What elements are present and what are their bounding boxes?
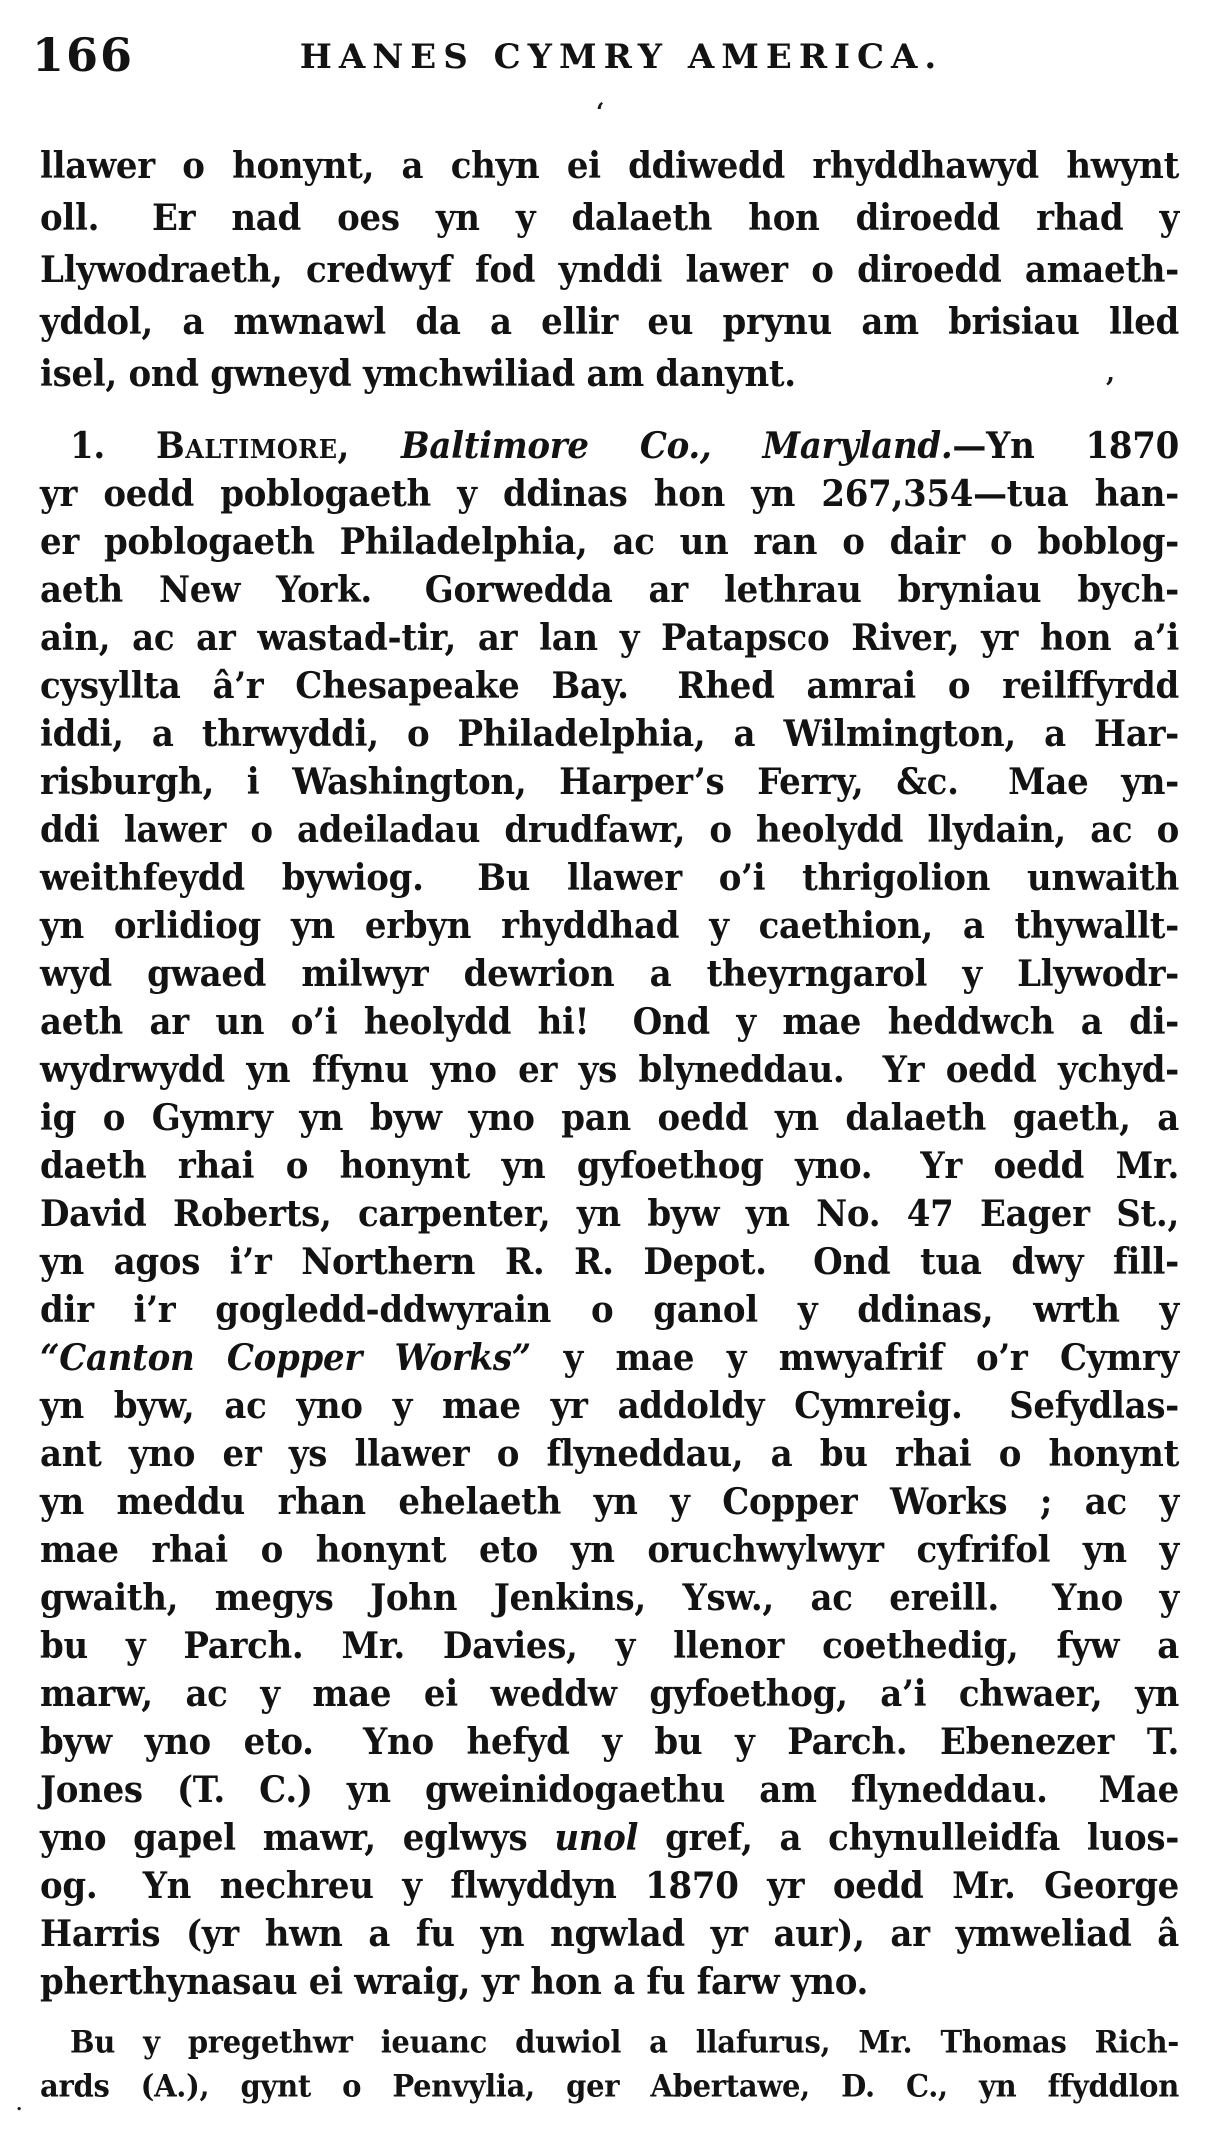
text-segment: weithfeydd bywiog. Bu llawer o’i thrigolion unwaith xyxy=(40,856,1179,900)
text-segment: aeth ar un o’i heolydd hi! Ond y mae heddwch a di- xyxy=(40,1000,1179,1044)
text-line xyxy=(40,1668,1179,1719)
text-segment: Bu y pregethwr ieuanc duwiol a llafurus, Mr. Thomas Rich- xyxy=(70,2023,1179,2061)
text-line xyxy=(40,804,1179,855)
text-line xyxy=(40,420,1179,471)
paragraph-baltimore xyxy=(40,422,1179,2006)
text-line xyxy=(40,1092,1179,1143)
text-line xyxy=(40,660,1179,711)
text-segment: cysyllta â’r Chesapeake Bay. Rhed amrai o reilffyrdd xyxy=(40,664,1179,708)
text-line xyxy=(40,1620,1179,1671)
text-segment: ant yno er ys llawer o flyneddau, a bu rhai o honynt xyxy=(40,1432,1179,1476)
text-line xyxy=(40,1764,1179,1815)
text-line xyxy=(40,1476,1179,1527)
text-line xyxy=(40,1908,1179,1959)
paragraph-footnote xyxy=(40,2020,1179,2108)
text-line xyxy=(40,1812,1179,1863)
text-line xyxy=(40,1572,1179,1623)
text-segment: —Yn 1870 xyxy=(952,424,1179,468)
text-line xyxy=(40,346,1179,402)
text-line xyxy=(40,1524,1179,1575)
smallcaps-text: Baltimore, xyxy=(155,424,350,468)
text-segment: og. Yn nechreu y flwyddyn 1870 yr oedd Mr. George xyxy=(40,1864,1179,1908)
text-segment: byw yno eto. Yno hefyd y bu y Parch. Ebenezer T. xyxy=(40,1720,1179,1764)
text-segment: gref, a chynulleidfa luos- xyxy=(638,1816,1180,1860)
text-segment: yr oedd poblogaeth y ddinas hon yn 267,354—tua han- xyxy=(40,472,1179,516)
text-segment: ddi lawer o adeiladau drudfawr, o heolydd llydain, ac o xyxy=(40,808,1179,852)
running-header-title: HANES CYMRY AMERICA. xyxy=(299,37,944,77)
text-line xyxy=(40,1044,1179,1095)
scan-artifact: . xyxy=(16,2094,23,2115)
text-line xyxy=(40,1332,1179,1383)
italic-text: Baltimore Co., Maryland. xyxy=(400,424,953,468)
text-line xyxy=(40,1956,1179,2007)
text-segment: dir i’r gogledd-ddwyrain o ganol y ddinas, wrth y xyxy=(40,1288,1179,1332)
text-segment: yn meddu rhan ehelaeth yn y Copper Works ; ac y xyxy=(40,1480,1179,1524)
italic-text: unol xyxy=(554,1816,639,1860)
text-segment: pherthynasau ei wraig, yr hon a fu farw yno. xyxy=(40,1960,869,2004)
text-line xyxy=(40,1860,1179,1911)
text-line xyxy=(40,242,1179,298)
text-segment: bu y Parch. Mr. Davies, y llenor coethedig, fyw a xyxy=(40,1624,1179,1668)
page-body xyxy=(40,140,1179,2108)
text-segment: daeth rhai o honynt yn gyfoethog yno. Yr oedd Mr. xyxy=(40,1144,1179,1188)
text-line xyxy=(40,294,1179,350)
text-segment: oll. Er nad oes yn y dalaeth hon diroedd rhad y xyxy=(40,196,1179,240)
text-line xyxy=(40,516,1179,567)
text-line xyxy=(40,1188,1179,1239)
text-segment xyxy=(350,425,401,468)
text-segment: risburgh, i Washington, Harper’s Ferry, &c. Mae yn- xyxy=(40,760,1179,804)
text-line xyxy=(40,1716,1179,1767)
text-line xyxy=(40,1284,1179,1335)
text-segment: 1. xyxy=(70,424,156,468)
text-segment: iddi, a thrwyddi, o Philadelphia, a Wilmington, a Har- xyxy=(40,712,1179,756)
text-segment: ig o Gymry yn byw yno pan oedd yn dalaeth gaeth, a xyxy=(40,1096,1179,1140)
text-segment: ain, ac ar wastad-tir, ar lan y Patapsco River, yr hon a’i xyxy=(40,616,1179,660)
text-segment: Llywodraeth, credwyf fod ynddi lawer o diroedd amaeth- xyxy=(40,248,1179,292)
scan-artifact: , xyxy=(1106,358,1116,388)
text-segment: yddol, a mwnawl da a ellir eu prynu am brisiau lled xyxy=(40,300,1179,344)
text-segment: yno gapel mawr, eglwys xyxy=(40,1816,555,1860)
page-header xyxy=(32,28,1179,90)
text-line xyxy=(40,564,1179,615)
text-segment: Jones (T. C.) yn gweinidogaethu am flyneddau. Mae xyxy=(40,1768,1179,1812)
scan-artifact: ‘ xyxy=(596,97,605,126)
text-line xyxy=(40,1140,1179,1191)
text-segment: llawer o honynt, a chyn ei ddiwedd rhyddhawyd hwynt xyxy=(40,144,1179,188)
text-line xyxy=(40,996,1179,1047)
text-segment: er poblogaeth Philadelphia, ac un ran o dair o boblog- xyxy=(40,520,1179,564)
text-segment: gwaith, megys John Jenkins, Ysw., ac ereill. Yno y xyxy=(40,1576,1179,1620)
text-segment: yn agos i’r Northern R. R. Depot. Ond tua dwy fill- xyxy=(40,1240,1179,1284)
text-segment: aeth New York. Gorwedda ar lethrau bryniau bych- xyxy=(40,568,1179,612)
italic-text: “Canton Copper Works” xyxy=(40,1336,531,1380)
text-segment: Harris (yr hwn a fu yn ngwlad yr aur), ar ymweliad â xyxy=(40,1912,1179,1956)
text-segment: ards (A.), gynt o Penvylia, ger Abertawe, D. C., yn ffyddlon xyxy=(40,2067,1179,2105)
text-segment: wyd gwaed milwyr dewrion a theyrngarol y Llywodr- xyxy=(40,952,1179,996)
text-line xyxy=(40,2062,1179,2109)
text-line xyxy=(40,900,1179,951)
text-segment: mae rhai o honynt eto yn oruchwylwyr cyfrifol yn y xyxy=(40,1528,1179,1572)
text-segment: y mae y mwyafrif o’r Cymry xyxy=(530,1336,1179,1380)
text-segment: wydrwydd yn ffynu yno er ys blyneddau. Yr oedd ychyd- xyxy=(40,1048,1179,1092)
text-line xyxy=(40,468,1179,519)
paragraph-continuation xyxy=(40,140,1179,400)
text-segment: yn orlidiog yn erbyn rhyddhad y caethion, a thywallt- xyxy=(40,904,1179,948)
text-line xyxy=(40,190,1179,246)
text-segment: yn byw, ac yno y mae yr addoldy Cymreig. Sefydlas- xyxy=(40,1384,1179,1428)
text-segment: David Roberts, carpenter, yn byw yn No. 47 Eager St., xyxy=(40,1192,1179,1236)
text-line xyxy=(40,612,1179,663)
text-line xyxy=(40,852,1179,903)
text-line xyxy=(40,708,1179,759)
text-line xyxy=(40,1236,1179,1287)
text-line xyxy=(40,756,1179,807)
text-line xyxy=(40,1428,1179,1479)
text-segment: marw, ac y mae ei weddw gyfoethog, a’i chwaer, yn xyxy=(40,1672,1179,1716)
text-segment: isel, ond gwneyd ymchwiliad am danynt. xyxy=(40,352,796,396)
text-line xyxy=(40,138,1179,194)
page-number: 166 xyxy=(32,28,135,82)
text-line xyxy=(40,948,1179,999)
text-line xyxy=(40,1380,1179,1431)
text-line xyxy=(40,2018,1179,2065)
